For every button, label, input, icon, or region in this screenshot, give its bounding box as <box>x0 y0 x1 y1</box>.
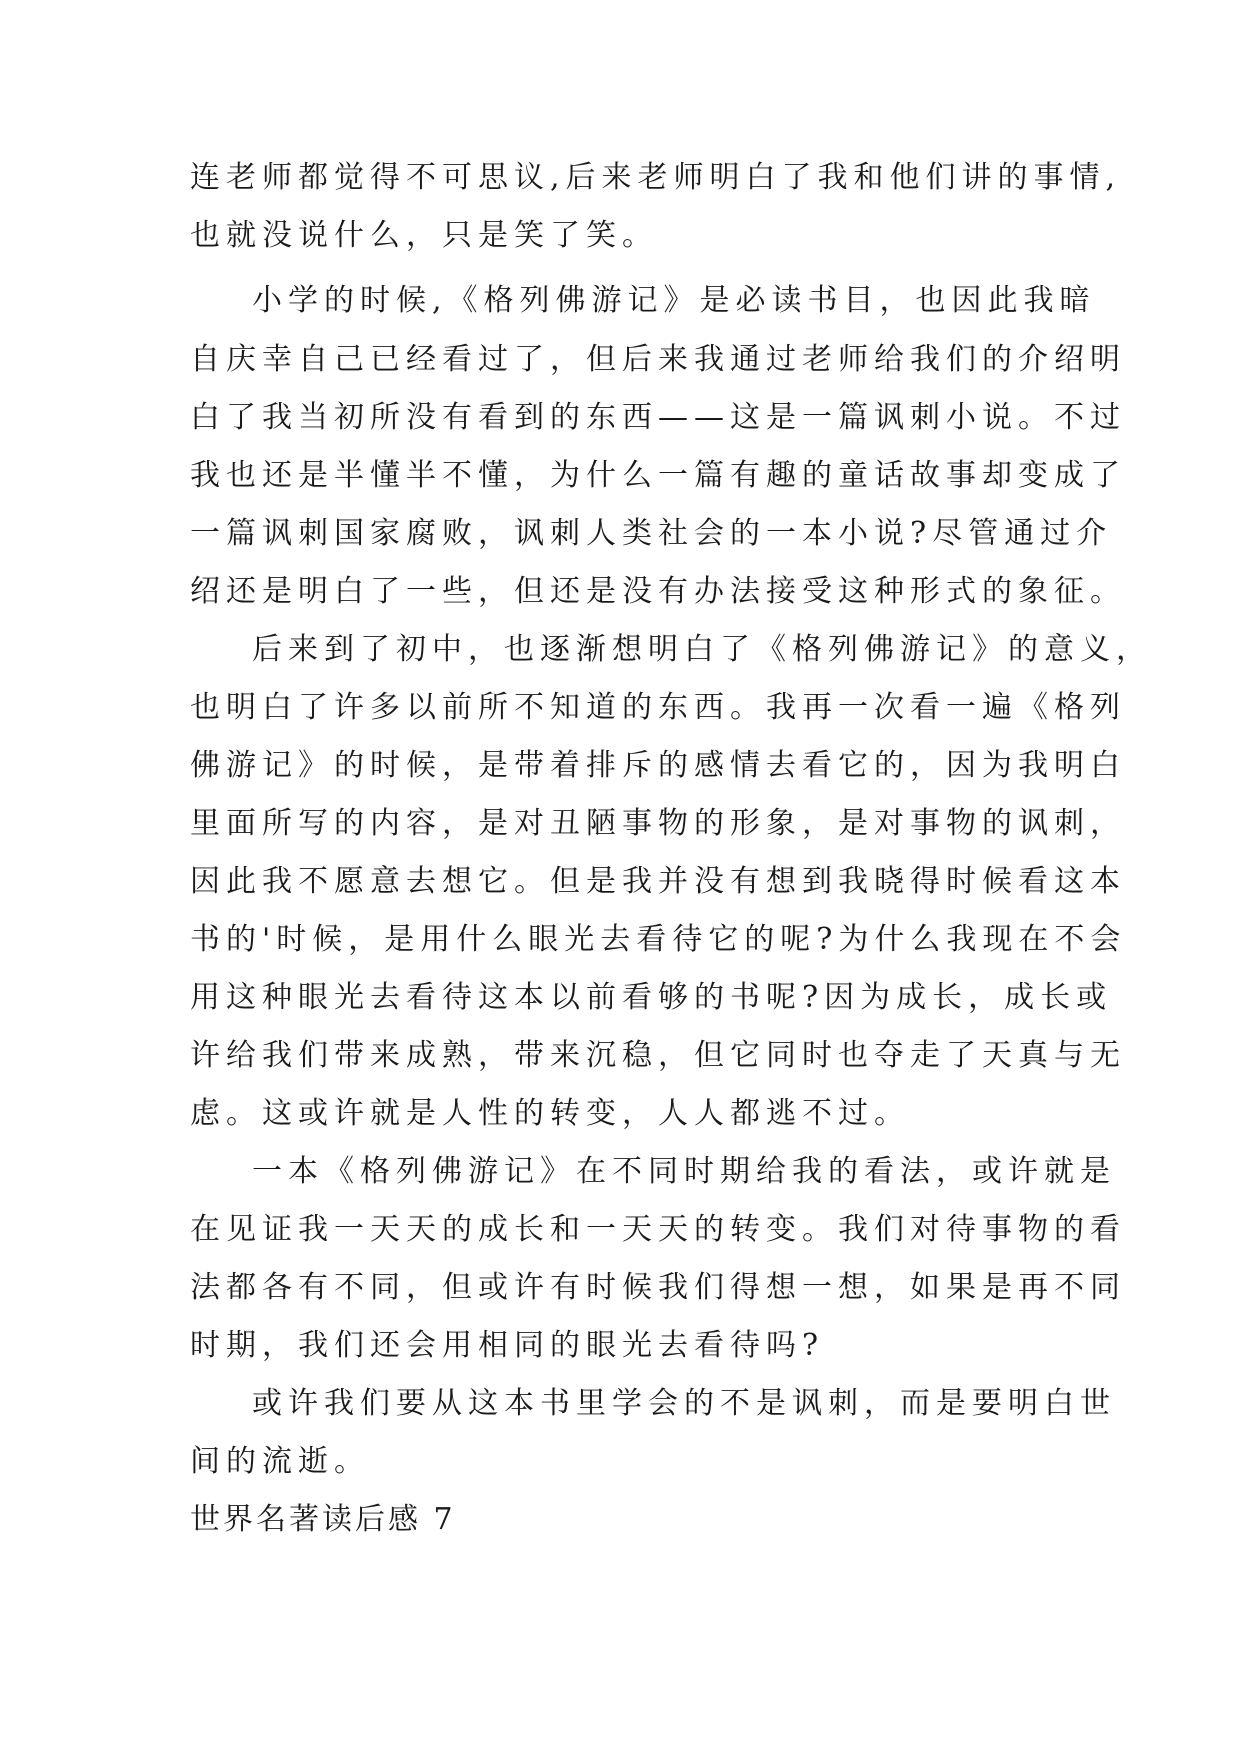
text-line: 绍还是明白了一些，但还是没有办法接受这种形式的象征。 <box>190 574 1126 609</box>
text-line: 虑。这或许就是人性的转变，人人都逃不过。 <box>190 1096 910 1131</box>
text-line: 里面所写的内容，是对丑陋事物的形象，是对事物的讽刺， <box>190 806 1126 841</box>
text-line: 法都各有不同，但或许有时候我们得想一想，如果是再不同 <box>190 1270 1126 1305</box>
text-line: 也明白了许多以前所不知道的东西。我再一次看一遍《格列 <box>190 690 1126 725</box>
text-line: 间的流逝。 <box>190 1444 370 1479</box>
text-line: 佛游记》的时候，是带着排斥的感情去看它的，因为我明白 <box>190 748 1126 783</box>
text-line: 连老师都觉得不可思议,后来老师明白了我和他们讲的事情, <box>190 160 1122 195</box>
text-line: 书的'时候，是用什么眼光去看待它的呢?为什么我现在不会 <box>190 922 1127 957</box>
text-line: 自庆幸自己已经看过了，但后来我通过老师给我们的介绍明 <box>190 342 1126 377</box>
text-line: 因此我不愿意去想它。但是我并没有想到我晓得时候看这本 <box>190 864 1126 899</box>
text-line: 我也还是半懂半不懂，为什么一篇有趣的童话故事却变成了 <box>190 458 1126 493</box>
paragraph-first-line: 小学的时候,《格列佛游记》是必读书目，也因此我暗 <box>252 283 1096 318</box>
text-line: 一篇讽刺国家腐败，讽刺人类社会的一本小说?尽管通过介 <box>190 516 1113 551</box>
paragraph-first-line: 一本《格列佛游记》在不同时期给我的看法，或许就是 <box>252 1154 1116 1189</box>
text-line: 时期，我们还会用相同的眼光去看待吗? <box>190 1328 825 1363</box>
text-line: 在见证我一天天的成长和一天天的转变。我们对待事物的看 <box>190 1212 1126 1247</box>
text-line: 白了我当初所没有看到的东西——这是一篇讽刺小说。不过 <box>190 400 1126 435</box>
text-line: 也就没说什么，只是笑了笑。 <box>190 218 658 253</box>
text-line: 许给我们带来成熟，带来沉稳，但它同时也夺走了天真与无 <box>190 1038 1126 1073</box>
paragraph-first-line: 后来到了初中，也逐渐想明白了《格列佛游记》的意义， <box>252 632 1152 667</box>
text-line: 用这种眼光去看待这本以前看够的书呢?因为成长，成长或 <box>190 980 1113 1015</box>
section-heading: 世界名著读后感 7 <box>190 1502 456 1537</box>
paragraph-first-line: 或许我们要从这本书里学会的不是讽刺，而是要明白世 <box>252 1386 1116 1421</box>
